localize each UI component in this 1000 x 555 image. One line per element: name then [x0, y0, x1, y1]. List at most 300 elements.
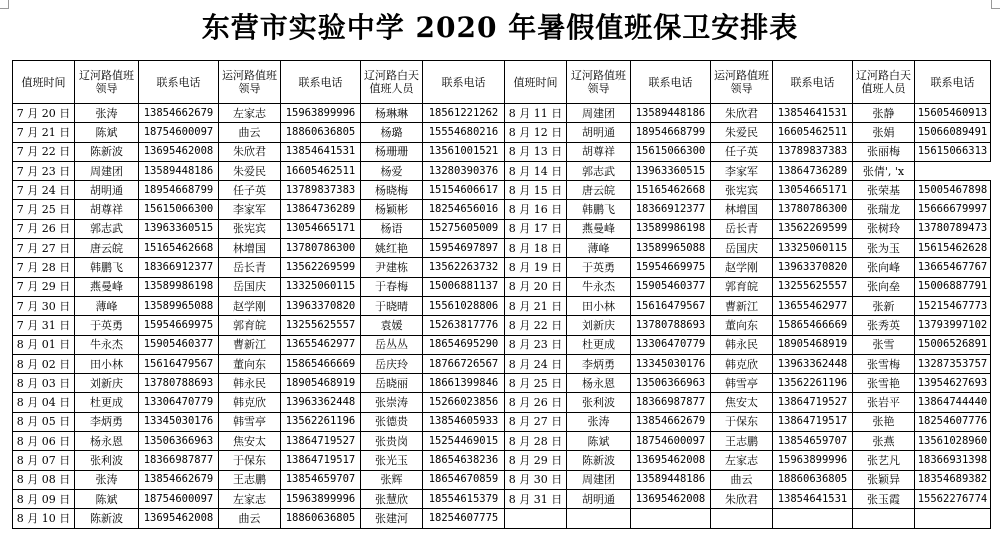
table-cell: 郭志武	[567, 161, 631, 180]
table-cell: 15963899996	[281, 489, 361, 508]
table-cell: 朱欣君	[219, 142, 281, 161]
table-cell: 15615066313	[915, 142, 991, 161]
column-header: 辽河路白天值班人员	[853, 61, 915, 104]
table-row	[13, 104, 991, 123]
table-cell: 15615066300	[139, 200, 219, 219]
table-cell: 13562269599	[773, 219, 853, 238]
table-cell: 尹建栋	[361, 258, 423, 277]
table-cell: 田小林	[75, 354, 139, 373]
table-cell: 13854659707	[773, 432, 853, 451]
table-cell: 18754600097	[631, 432, 711, 451]
table-cell: 张贵岗	[361, 432, 423, 451]
table-cell: 18860636805	[281, 509, 361, 528]
table-cell: 杨晓梅	[361, 181, 423, 200]
table-cell	[915, 509, 991, 528]
table-cell: 18254656016	[423, 200, 505, 219]
table-row	[13, 470, 991, 489]
table-cell: 13255625557	[281, 316, 361, 335]
table-cell: 赵学刚	[711, 258, 773, 277]
table-cell: 岳长青	[711, 219, 773, 238]
table-cell: 13864719517	[773, 412, 853, 431]
table-cell: 18661399846	[423, 374, 505, 393]
table-cell: 周建团	[567, 470, 631, 489]
table-cell: 李炳勇	[567, 354, 631, 373]
table-cell: 8 月 13 日	[505, 142, 567, 161]
table-cell: 韩克欣	[219, 393, 281, 412]
duty-schedule-table	[12, 60, 991, 529]
table-cell: 张向峰	[853, 258, 915, 277]
table-cell: 8 月 14 日	[505, 161, 567, 180]
table-cell: 7 月 24 日	[13, 181, 75, 200]
table-cell: 唐云皖	[567, 181, 631, 200]
table-cell: 15154606617	[423, 181, 505, 200]
table-row	[13, 161, 991, 180]
table-cell: 王志鹏	[711, 432, 773, 451]
table-cell: 15616479567	[139, 354, 219, 373]
table-cell: 7 月 23 日	[13, 161, 75, 180]
table-cell: 8 月 26 日	[505, 393, 567, 412]
column-header: 联系电话	[281, 61, 361, 104]
table-cell: 张为玉	[853, 239, 915, 258]
table-cell: 韩永民	[711, 335, 773, 354]
table-row	[13, 296, 991, 315]
table-cell: 韩鹏飞	[567, 200, 631, 219]
table-cell: 曲云	[711, 470, 773, 489]
table-cell: 13054665171	[773, 181, 853, 200]
table-cell: 13589448186	[631, 104, 711, 123]
table-cell: 杨永恩	[75, 432, 139, 451]
table-cell: 13280390376	[423, 161, 505, 180]
table-cell: 张艺凡	[853, 451, 915, 470]
table-cell: 13963362448	[773, 354, 853, 373]
table-cell: 杨颖彬	[361, 200, 423, 219]
table-cell: 15005467898	[915, 181, 991, 200]
table-cell: 杨永恩	[567, 374, 631, 393]
table-cell: 13963370820	[281, 296, 361, 315]
table-cell: 18954668799	[139, 181, 219, 200]
table-cell: 张新	[853, 296, 915, 315]
table-cell: 13054665171	[281, 219, 361, 238]
table-cell: 15954669975	[139, 316, 219, 335]
table-cell: 13562269599	[281, 258, 361, 277]
table-cell: 周建团	[75, 161, 139, 180]
table-cell: 张倩', 'x	[853, 161, 915, 180]
table-cell: 张向垒	[853, 277, 915, 296]
table-cell: 15066089491	[915, 123, 991, 142]
table-cell: 韩永民	[219, 374, 281, 393]
table-cell: 董向东	[219, 354, 281, 373]
table-cell: 15666679997	[915, 200, 991, 219]
table-cell: 15266023856	[423, 393, 505, 412]
table-cell: 18654670859	[423, 470, 505, 489]
table-cell: 8 月 30 日	[505, 470, 567, 489]
table-cell: 胡明通	[567, 489, 631, 508]
table-cell: 8 月 19 日	[505, 258, 567, 277]
table-cell: 刘新庆	[75, 374, 139, 393]
table-cell: 杨爱	[361, 161, 423, 180]
table-cell: 18366912377	[139, 258, 219, 277]
table-cell: 18905468919	[773, 335, 853, 354]
table-cell: 18754600097	[139, 123, 219, 142]
table-cell: 朱欣君	[711, 104, 773, 123]
table-cell: 7 月 27 日	[13, 239, 75, 258]
table-cell: 赵学刚	[219, 296, 281, 315]
table-cell: 13854641531	[773, 104, 853, 123]
table-cell: 曲云	[219, 509, 281, 528]
table-cell: 18554615379	[423, 489, 505, 508]
table-cell: 18860636805	[773, 470, 853, 489]
table-cell: 13864744440	[915, 393, 991, 412]
table-cell: 薄峰	[75, 296, 139, 315]
table-cell: 王志鹏	[219, 470, 281, 489]
header-row	[13, 61, 991, 104]
table-cell: 13655462977	[281, 335, 361, 354]
table-cell: 13589986198	[139, 277, 219, 296]
table-cell: 13780789473	[915, 219, 991, 238]
table-cell: 15905460377	[631, 277, 711, 296]
table-cell: 13780786300	[281, 239, 361, 258]
table-cell: 18754600097	[139, 489, 219, 508]
table-cell: 杨语	[361, 219, 423, 238]
table-cell: 13780786300	[773, 200, 853, 219]
table-cell: 7 月 26 日	[13, 219, 75, 238]
table-cell: 曹新江	[711, 296, 773, 315]
table-cell: 7 月 30 日	[13, 296, 75, 315]
table-row	[13, 374, 991, 393]
table-cell: 张丽梅	[853, 142, 915, 161]
table-cell: 李家军	[219, 200, 281, 219]
table-cell: 16605462511	[773, 123, 853, 142]
table-cell: 张荣基	[853, 181, 915, 200]
table-cell: 15554680216	[423, 123, 505, 142]
table-cell: 胡明通	[75, 181, 139, 200]
table-cell: 13589448186	[631, 470, 711, 489]
table-cell: 13506366963	[139, 432, 219, 451]
table-cell: 13963360515	[631, 161, 711, 180]
table-row	[13, 509, 991, 528]
table-cell	[711, 509, 773, 528]
table-cell: 董向东	[711, 316, 773, 335]
table-cell: 张利波	[567, 393, 631, 412]
table-cell: 胡尊祥	[567, 142, 631, 161]
column-header: 运河路值班领导	[711, 61, 773, 104]
table-cell: 8 月 31 日	[505, 489, 567, 508]
table-row	[13, 432, 991, 451]
column-header: 联系电话	[915, 61, 991, 104]
table-cell: 张崇涛	[361, 393, 423, 412]
table-cell: 张涛	[75, 470, 139, 489]
table-cell: 左家志	[219, 489, 281, 508]
table-row	[13, 335, 991, 354]
table-cell: 牛永杰	[75, 335, 139, 354]
table-cell: 15954697897	[423, 239, 505, 258]
table-cell: 8 月 29 日	[505, 451, 567, 470]
table-cell: 张宪宾	[711, 181, 773, 200]
table-cell: 7 月 25 日	[13, 200, 75, 219]
table-cell: 张静	[853, 104, 915, 123]
table-cell: 张雪艳	[853, 374, 915, 393]
table-cell: 张娟	[853, 123, 915, 142]
table-cell: 姚红艳	[361, 239, 423, 258]
column-header: 辽河路值班领导	[567, 61, 631, 104]
table-cell: 刘新庆	[567, 316, 631, 335]
table-cell: 13665467767	[915, 258, 991, 277]
table-cell: 8 月 24 日	[505, 354, 567, 373]
table-cell: 唐云皖	[75, 239, 139, 258]
table-cell: 张岩平	[853, 393, 915, 412]
table-cell: 张树玲	[853, 219, 915, 238]
table-cell: 8 月 08 日	[13, 470, 75, 489]
table-cell: 李家军	[711, 161, 773, 180]
table-cell: 18254607776	[915, 412, 991, 431]
table-cell: 8 月 28 日	[505, 432, 567, 451]
column-header: 值班时间	[505, 61, 567, 104]
table-cell: 韩鹏飞	[75, 258, 139, 277]
table-cell: 于保东	[711, 412, 773, 431]
table-cell: 任子英	[711, 142, 773, 161]
table-cell: 13854662679	[139, 470, 219, 489]
table-cell: 15865466669	[773, 316, 853, 335]
table-cell: 张秀英	[853, 316, 915, 335]
table-cell: 15615066300	[631, 142, 711, 161]
table-cell: 13287353757	[915, 354, 991, 373]
table-cell: 8 月 05 日	[13, 412, 75, 431]
table-cell: 牛永杰	[567, 277, 631, 296]
table-cell: 15865466669	[281, 354, 361, 373]
table-cell: 韩雪亭	[219, 412, 281, 431]
table-cell: 18766726567	[423, 354, 505, 373]
table-cell: 13306470779	[139, 393, 219, 412]
table-cell: 张雪梅	[853, 354, 915, 373]
column-header: 值班时间	[13, 61, 75, 104]
table-cell: 周建团	[567, 104, 631, 123]
table-cell: 18366931398	[915, 451, 991, 470]
table-cell: 18366987877	[139, 451, 219, 470]
table-cell: 18561221262	[423, 104, 505, 123]
table-cell: 岳国庆	[711, 239, 773, 258]
table-cell: 18354689382	[915, 470, 991, 489]
table-cell: 郭育皖	[219, 316, 281, 335]
table-cell	[567, 509, 631, 528]
table-cell: 7 月 31 日	[13, 316, 75, 335]
table-cell: 8 月 27 日	[505, 412, 567, 431]
table-row	[13, 123, 991, 142]
table-cell: 18905468919	[281, 374, 361, 393]
table-cell: 13864719527	[773, 393, 853, 412]
table-cell: 8 月 01 日	[13, 335, 75, 354]
table-cell: 13780788693	[139, 374, 219, 393]
table-cell: 于春梅	[361, 277, 423, 296]
table-cell: 13695462008	[631, 451, 711, 470]
table-cell: 13255625557	[773, 277, 853, 296]
table-cell: 张辉	[361, 470, 423, 489]
column-header: 联系电话	[139, 61, 219, 104]
table-cell: 15616479567	[631, 296, 711, 315]
table-row	[13, 239, 991, 258]
table-cell: 8 月 21 日	[505, 296, 567, 315]
table-cell: 于英勇	[75, 316, 139, 335]
table-cell: 18366987877	[631, 393, 711, 412]
table-cell: 13789837383	[773, 142, 853, 161]
table-cell: 8 月 20 日	[505, 277, 567, 296]
table-cell: 13325060115	[281, 277, 361, 296]
table-cell: 8 月 04 日	[13, 393, 75, 412]
table-cell: 燕曼峰	[567, 219, 631, 238]
table-cell: 13345030176	[139, 412, 219, 431]
table-cell: 15561028806	[423, 296, 505, 315]
table-cell: 18254607775	[423, 509, 505, 528]
table-cell: 13589965088	[631, 239, 711, 258]
table-cell: 曹新江	[219, 335, 281, 354]
table-cell: 15963899996	[773, 451, 853, 470]
table-cell: 陈新波	[75, 509, 139, 528]
table-cell: 16605462511	[281, 161, 361, 180]
table-cell: 15562276774	[915, 489, 991, 508]
table-cell: 田小林	[567, 296, 631, 315]
table-cell: 15963899996	[281, 104, 361, 123]
table-cell: 15615462628	[915, 239, 991, 258]
page-title: 东营市实验中学 2020 年暑假值班保卫安排表	[201, 11, 799, 44]
table-cell: 7 月 28 日	[13, 258, 75, 277]
table-cell: 13854662679	[631, 412, 711, 431]
table-cell: 15006881137	[423, 277, 505, 296]
table-cell: 岳国庆	[219, 277, 281, 296]
table-cell: 8 月 09 日	[13, 489, 75, 508]
table-cell: 13695462008	[139, 509, 219, 528]
table-cell: 13864719517	[281, 451, 361, 470]
table-cell: 张利波	[75, 451, 139, 470]
table-cell: 8 月 03 日	[13, 374, 75, 393]
table-cell: 18366912377	[631, 200, 711, 219]
table-cell: 8 月 17 日	[505, 219, 567, 238]
column-header: 辽河路值班领导	[75, 61, 139, 104]
table-cell: 8 月 25 日	[505, 374, 567, 393]
table-cell: 13864719527	[281, 432, 361, 451]
table-cell: 13589965088	[139, 296, 219, 315]
table-cell: 朱欣君	[711, 489, 773, 508]
table-cell: 8 月 07 日	[13, 451, 75, 470]
table-cell: 杜更成	[567, 335, 631, 354]
table-cell: 岳晓丽	[361, 374, 423, 393]
table-cell: 15165462668	[139, 239, 219, 258]
table-cell: 15006887791	[915, 277, 991, 296]
table-cell: 张颖异	[853, 470, 915, 489]
table-cell: 8 月 18 日	[505, 239, 567, 258]
column-header: 联系电话	[631, 61, 711, 104]
table-cell: 林增国	[711, 200, 773, 219]
table-cell: 13854659707	[281, 470, 361, 489]
table-cell: 岳丛丛	[361, 335, 423, 354]
table-cell: 18954668799	[631, 123, 711, 142]
column-header: 联系电话	[423, 61, 505, 104]
table-cell: 张玉霞	[853, 489, 915, 508]
table-cell: 于保东	[219, 451, 281, 470]
table-cell: 张慧欣	[361, 489, 423, 508]
table-cell: 8 月 15 日	[505, 181, 567, 200]
column-header: 运河路值班领导	[219, 61, 281, 104]
table-row	[13, 316, 991, 335]
table-cell: 15954669975	[631, 258, 711, 277]
table-cell: 郭育皖	[711, 277, 773, 296]
table-cell: 8 月 06 日	[13, 432, 75, 451]
table-cell: 13345030176	[631, 354, 711, 373]
table-row	[13, 489, 991, 508]
table-row	[13, 258, 991, 277]
table-cell: 张艳	[853, 412, 915, 431]
column-header: 联系电话	[773, 61, 853, 104]
table-cell: 13963370820	[773, 258, 853, 277]
table-cell: 15275605009	[423, 219, 505, 238]
table-cell: 13561001521	[423, 142, 505, 161]
table-cell: 岳庆玲	[361, 354, 423, 373]
table-cell: 13589986198	[631, 219, 711, 238]
table-cell: 岳长青	[219, 258, 281, 277]
table-cell: 8 月 10 日	[13, 509, 75, 528]
table-cell: 15605460913	[915, 104, 991, 123]
table-cell: 曲云	[219, 123, 281, 142]
column-header: 辽河路白天值班人员	[361, 61, 423, 104]
table-cell: 郭志武	[75, 219, 139, 238]
table-cell: 13954627693	[915, 374, 991, 393]
table-cell: 韩雪亭	[711, 374, 773, 393]
table-cell: 张建河	[361, 509, 423, 528]
table-cell: 8 月 12 日	[505, 123, 567, 142]
table-cell: 于英勇	[567, 258, 631, 277]
table-cell	[505, 509, 567, 528]
table-cell: 18654638236	[423, 451, 505, 470]
table-cell: 15165462668	[631, 181, 711, 200]
table-cell: 张宪宾	[219, 219, 281, 238]
table-row	[13, 277, 991, 296]
table-cell: 左家志	[219, 104, 281, 123]
table-cell: 陈斌	[75, 123, 139, 142]
table-cell	[853, 509, 915, 528]
table-cell: 燕曼峰	[75, 277, 139, 296]
table-cell: 13963360515	[139, 219, 219, 238]
table-row	[13, 142, 991, 161]
table-cell: 张瑞龙	[853, 200, 915, 219]
table-cell: 8 月 22 日	[505, 316, 567, 335]
table-cell: 13655462977	[773, 296, 853, 315]
table-cell: 13854641531	[281, 142, 361, 161]
table-cell: 左家志	[711, 451, 773, 470]
table-cell: 于晓晴	[361, 296, 423, 315]
table-cell: 13854662679	[139, 104, 219, 123]
table-cell: 15254469015	[423, 432, 505, 451]
table-cell: 林增国	[219, 239, 281, 258]
table-cell: 13864736289	[773, 161, 853, 180]
table-cell: 7 月 29 日	[13, 277, 75, 296]
table-cell: 15215467773	[915, 296, 991, 315]
table-cell: 李炳勇	[75, 412, 139, 431]
table-cell: 薄峰	[567, 239, 631, 258]
table-cell: 7 月 22 日	[13, 142, 75, 161]
table-cell: 8 月 23 日	[505, 335, 567, 354]
table-cell: 胡明通	[567, 123, 631, 142]
table-cell: 13854605933	[423, 412, 505, 431]
table-cell: 13963362448	[281, 393, 361, 412]
table-row	[13, 200, 991, 219]
table-cell: 张涛	[75, 104, 139, 123]
table-cell: 朱爱民	[711, 123, 773, 142]
table-cell: 焦安太	[711, 393, 773, 412]
table-row	[13, 181, 991, 200]
table-cell: 13562263732	[423, 258, 505, 277]
table-row	[13, 354, 991, 373]
table-cell: 陈新波	[567, 451, 631, 470]
table-cell: 13589448186	[139, 161, 219, 180]
table-cell: 8 月 16 日	[505, 200, 567, 219]
